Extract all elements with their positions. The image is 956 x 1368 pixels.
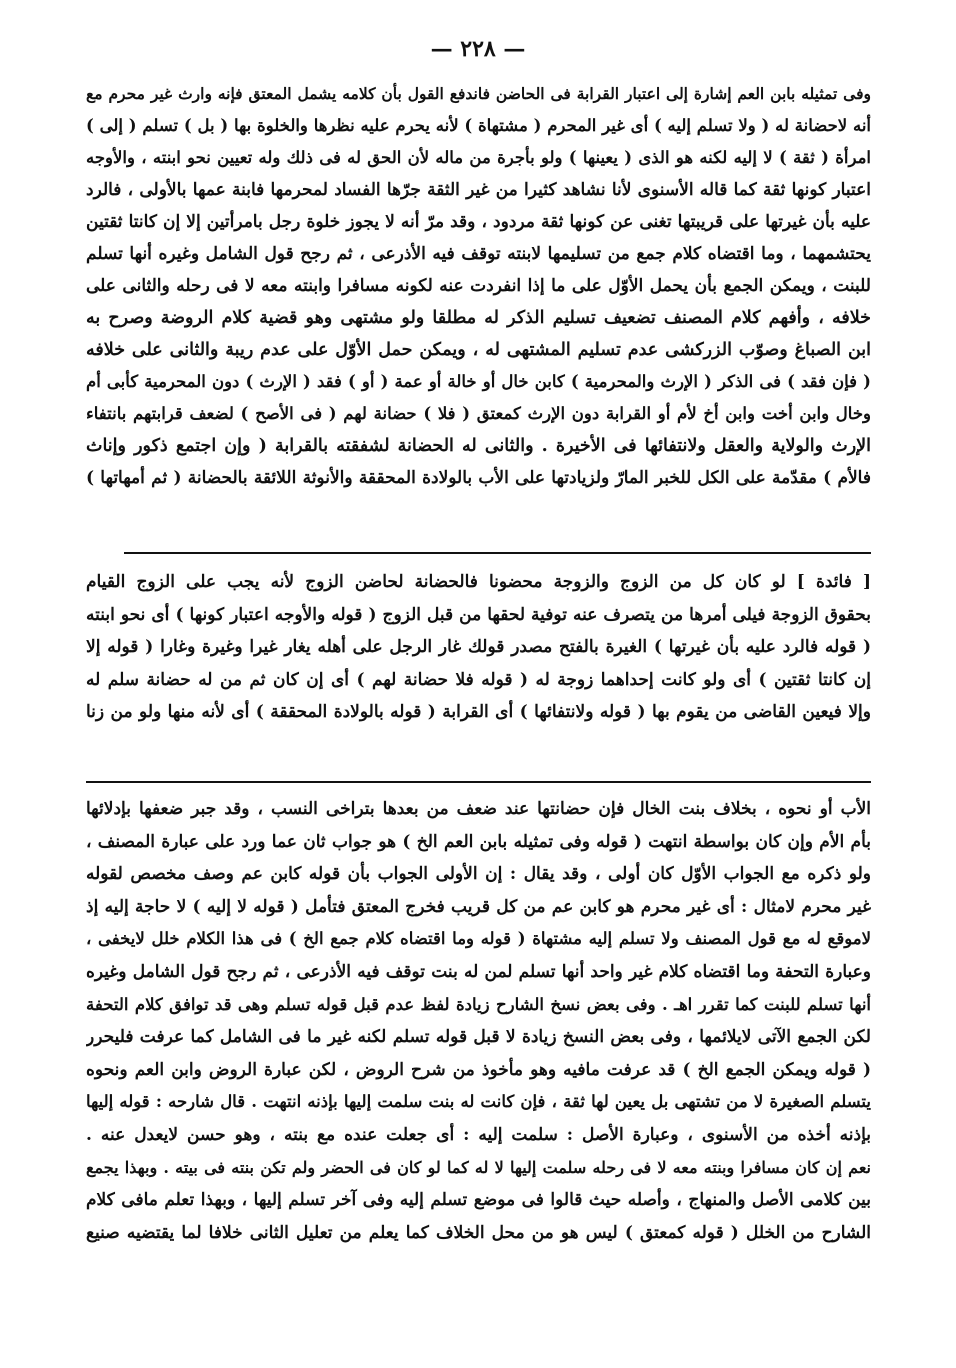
- footnote-line: إن كانتا ثقتين ) أى ولو كانت إحداهما زوجة له ( قوله فلا حضانة لهم ) أى إن كان ثم من له حضانة سلم له: [86, 669, 871, 690]
- main-text-line: للبنت ، ويمكن الجمع بأن يحمل الأوّل على ما إذا انفردت عنه لكونه مسافرا وابنته معه لا فى رحله والثانى على: [86, 276, 871, 296]
- main-text-line: أنه لاحضانة له ( ولا تسلم إليه ) أى غير المحرم ( مشتهاة ) لأنه يحرم عليه نظرها والخلوة بها ( بل ) تسلم ( إلى ): [86, 116, 871, 135]
- footnote-line: وإلا فيعين القاضى من يقوم بها ( قوله ولانتفائها ) أى القرابة ( قوله بالولادة المحققة ) أى لأنه منها ولو من زنا: [86, 702, 871, 723]
- commentary-line: أنها تسلم للبنت كما تقرر اهـ . وفى بعض نسخ الشارح زيادة لفظ عدم قبل قوله تسلم وهى قد توافق كلام التحفة: [86, 994, 871, 1014]
- page-number: — ٢٢٨ —: [430, 36, 526, 62]
- commentary-text: [86, 793, 871, 1249]
- commentary-line: ولو ذكره مع الجواب الأوّل كان أولى ، وقد يقال : إن الأولى الجواب بأن قوله كابن عم وصف مخصص لقوله: [86, 864, 871, 885]
- main-text-line: الإرث والولاية والعقل ولانتفائها فى الأخيرة . والثانى له الحضانة لشفقته بالقرابة ( وإن اجتمع ذكور وإناث: [86, 436, 871, 456]
- commentary-line: الأب أو نحوه ، بخلاف بنت الخال فإن حضانتها عند ضعف من بعدها بتراخى النسب ، وقد جبر ضعفها بإدلائها: [86, 799, 871, 819]
- commentary-line: الشارح من الخلل ( قوله كمعتق ) ليس هو من محل الخلاف كما يعلم من تعليل الثانى خلافا لما يقتضيه صنيع: [86, 1222, 871, 1243]
- main-text-line: خلافه ، وأفهم كلام المصنف تضعيف تسليم الذكر له مطلقا ولو مشتهى وهو قضية كلام الروضة وصرح به: [86, 308, 871, 328]
- commentary-line: ( قوله ويمكن الجمع الخ ) قد عرفت مافيه وهو مأخوذ من شرح الروض ، لكن عبارة الروض وابن العم ونحوه: [86, 1059, 871, 1080]
- main-text-line: عليه بأن غيرتها على قريبتها تغنى عن كونها ثقة مردود ، وقد مرّ أنه لا يجوز خلوة رجل بامرأتين إلا إن كانتا ثقتين: [86, 212, 871, 232]
- main-text-line: وفى تمثيله بابن العم إشارة إلى اعتبار القرابة فى الحاضن فاندفع القول بأن كلامه يشمل المعتق فإنه وارث غير محرم مع: [86, 84, 871, 103]
- commentary-line: بأم الأم وإن كان بواسطة انتهت ( قوله وفى تمثيله بابن العم الخ ) هو جواب ثان عما ورد على عبارة المصنف ،: [86, 831, 871, 852]
- main-text-line: ابن الصباغ وصوّب الزركشى عدم تسليم المشتهى له ، ويمكن حمل الأوّل على عدم ريبة والثانى على خلافه: [86, 340, 871, 360]
- main-text-line: امرأة ( ثقة ) لا إليه لكنه هو الذى ( يعينها ) ولو بأجرة من ماله لأن الحق له فى ذلك وله تعيين نحو ابنته ، والأوجه: [86, 148, 871, 167]
- footnote-text: [86, 566, 871, 729]
- main-text: [86, 78, 871, 494]
- section-divider-lower: [86, 781, 871, 783]
- commentary-line: لكن الجمع الآتى لايلائمها ، وفى بعض النسخ زيادة لا قبل قوله تسلم لكنه غير ما فى الشامل كما عرفت فليحرر: [86, 1027, 871, 1048]
- main-text-line: يحتشمهما ، وما اقتضاه كلام جمع من تسليمها لابنته توقف فيه الأذرعى ، ثم رجح قول الشامل وغيره أنها تسلم: [86, 244, 871, 264]
- main-text-line: فالأم ) مقدّمة على الكل للخبر المارّ ولزيادتها على الأب بالولادة المحققة والأنوثة اللائقة بالحضانة ( ثم أمهاتها ): [86, 468, 871, 488]
- footnote-line: ( قوله فالرد عليه بأن غيرتها ) الغيرة بالفتح مصدر قولك غار الرجل على أهله يغار غيرا وغيرة وغارا ( قوله إلا: [86, 637, 871, 658]
- section-divider-upper: [124, 552, 871, 554]
- commentary-line: غير محرم لامثال : أى غير محرم هو كابن عم من كل قريب فخرج المعتق فتأمل ( قوله لا إليه ) لا حاجة إليه إذ: [86, 896, 871, 917]
- commentary-line: بين كلامى الأصل والمنهاج ، وأصله حيث قالوا فى موضع تسلم إليه وفى آخر تسلم إليها ، وبهذا تعلم مافى كلام: [86, 1190, 871, 1211]
- commentary-line: لاموقع له مع قول المصنف ولا تسلم إليه مشتهاة ( قوله وما اقتضاه كلام جمع الخ ) فى هذا الكلام خلل لايخفى ،: [86, 929, 871, 949]
- commentary-line: يتسلم الصغيرة لا من تشتهى بل يعين لها ثقة ، فإن كانت له بنت سلمت إليها بإذنه انتهت . قال شارحه : قوله إليها: [86, 1092, 871, 1112]
- main-text-line: وخال وابن أخت وابن أخ لأم أو القرابة دون الإرث كمعتق ( فلا ) حضانة لهم ( فى الأصح ) لضعف قرابتهم بانتفاء: [86, 404, 871, 423]
- commentary-line: بإذنه أخذه من الأسنوى ، وعبارة الأصل : سلمت إليه : أى جعلت عنده مع بنته ، وهو حسن لايعدل عنه .: [86, 1124, 871, 1145]
- footnote-line: [ فائدة ] لو كان كل من الزوج والزوجة محضونا فالحضانة لحاضن الزوج لأنه يجب على الزوج القيام: [86, 572, 871, 592]
- commentary-line: وعبارة التحفة وما اقتضاه كلام غير واحد أنها تسلم لمن له بنت توقف فيه الأذرعى ، ثم رجح قول الشامل وغيره: [86, 961, 871, 982]
- commentary-line: نعم إن كان مسافرا وبنته معه لا فى رحله سلمت إليها لا له كما لو كان فى الحضر ولم تكن بنته فى بيته . وبهذا يجمع: [86, 1157, 871, 1177]
- main-text-line: اعتبار كونها ثقة كما قاله الأسنوى لأنا نشاهد كثيرا من غير الثقة جرّها الفساد لمحرمها فابنة عمها بالأولى ، فالرد: [86, 180, 871, 200]
- footnote-line: بحقوق الزوجة فيلى أمرها من يتصرف عنه توفية لحقها من قبل الزوج ( قوله والأوجه اعتبار كونها ) أى نحو ابنته: [86, 604, 871, 625]
- main-text-line: ( فإن فقد ) فى الذكر ( الإرث والمحرمية ) كابن خال أو خالة أو عمة ( أو ) فقد ( الإرث ) دون المحرمية كأبى أم: [86, 372, 871, 391]
